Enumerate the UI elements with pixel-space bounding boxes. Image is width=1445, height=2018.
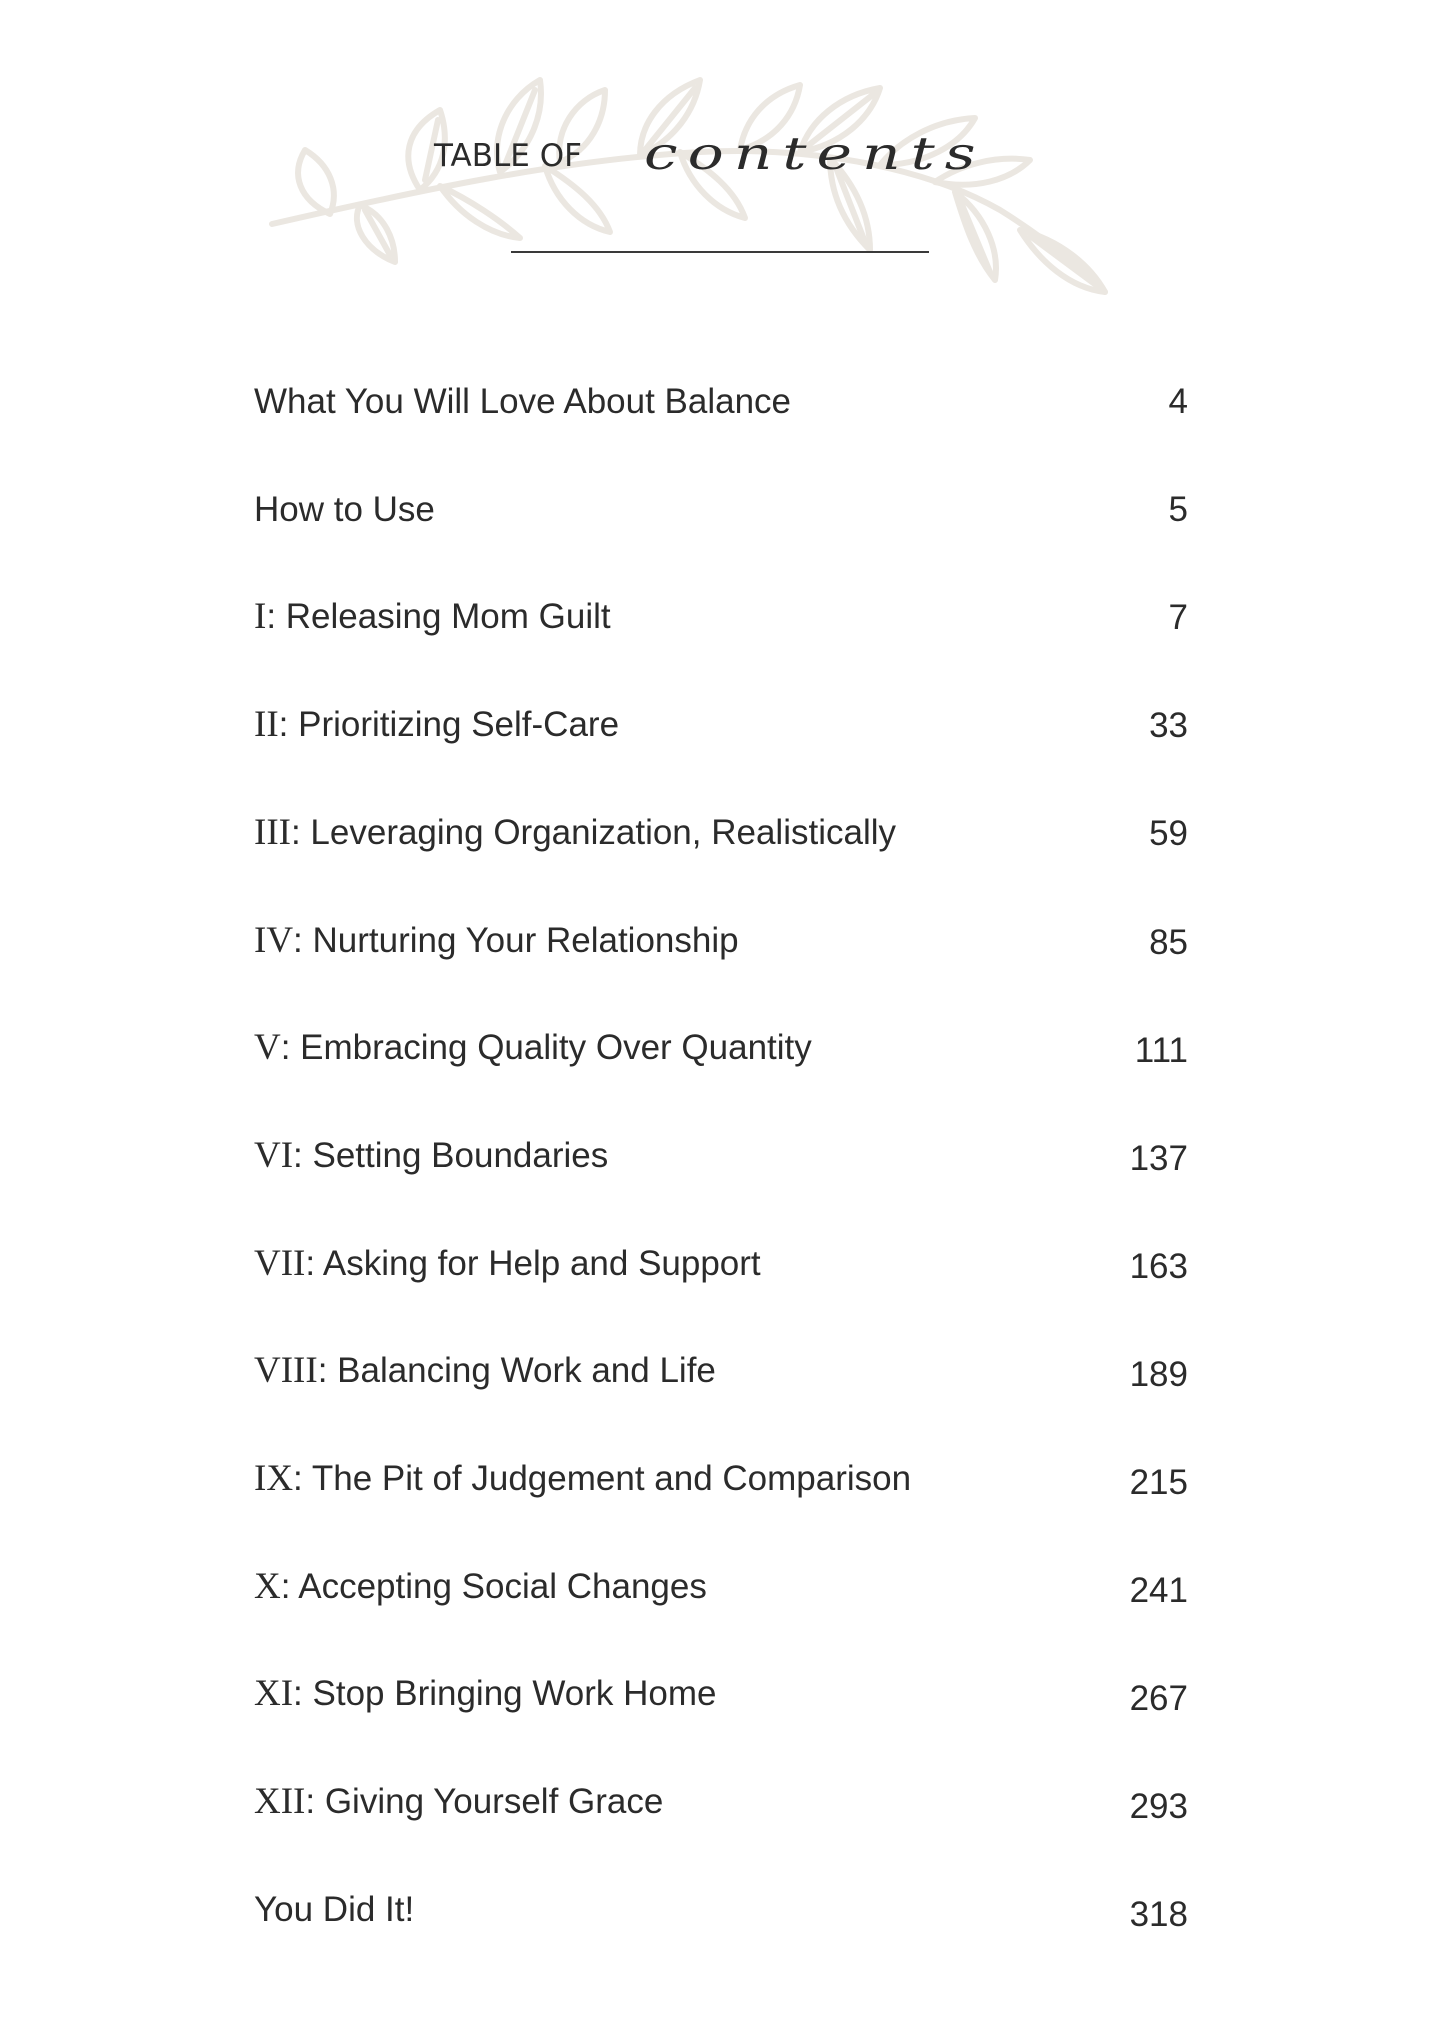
toc-entry-title xyxy=(254,378,791,426)
chapter-numeral: IX xyxy=(254,1458,294,1499)
toc-entry-page-number: 189 xyxy=(1129,1354,1188,1394)
title-divider xyxy=(511,251,929,253)
toc-entry[interactable] xyxy=(254,1347,1188,1395)
toc-entry[interactable] xyxy=(254,1132,1188,1180)
chapter-numeral: XI xyxy=(254,1673,294,1715)
toc-entry-page-number: 137 xyxy=(1129,1138,1188,1178)
toc-entry[interactable] xyxy=(254,917,1188,965)
toc-entry-title xyxy=(254,701,619,749)
chapter-numeral: XII xyxy=(254,1781,306,1823)
toc-entry-page-number: 318 xyxy=(1129,1895,1188,1935)
toc-entry-page-number: 215 xyxy=(1129,1463,1188,1502)
toc-entry-title xyxy=(254,1024,812,1072)
chapter-numeral: VIII xyxy=(254,1350,318,1392)
chapter-numeral: X xyxy=(254,1565,281,1607)
chapter-title: : Prioritizing Self-Care xyxy=(278,705,620,745)
chapter-title: How to Use xyxy=(254,489,435,529)
chapter-title: : Embracing Quality Over Quantity xyxy=(280,1028,812,1068)
chapter-numeral: I xyxy=(254,596,267,638)
page-title-prefix: TABLE OF xyxy=(434,138,582,174)
toc-entry-page-number: 33 xyxy=(1149,706,1188,746)
toc-entry[interactable] xyxy=(254,378,1188,426)
chapter-numeral: V xyxy=(254,1027,281,1069)
chapter-title: : Nurturing Your Relationship xyxy=(293,920,739,960)
toc-entry[interactable] xyxy=(254,701,1188,749)
chapter-title: : Setting Boundaries xyxy=(293,1135,609,1175)
chapter-title: : Asking for Help and Support xyxy=(305,1243,761,1283)
chapter-title: : Releasing Mom Guilt xyxy=(266,597,611,637)
page-title-script: contents xyxy=(644,127,986,180)
chapter-title: : Balancing Work and Life xyxy=(317,1351,716,1391)
toc-entry[interactable] xyxy=(254,1240,1188,1288)
toc-entry-page-number: 5 xyxy=(1168,490,1188,530)
toc-entry[interactable] xyxy=(254,486,1188,534)
chapter-numeral: VII xyxy=(254,1242,306,1284)
toc-entry-title xyxy=(254,917,739,965)
chapter-title: : Accepting Social Changes xyxy=(280,1566,707,1606)
chapter-title: You Did It! xyxy=(254,1889,415,1929)
toc-entry-page-number: 241 xyxy=(1129,1571,1188,1611)
toc-entry[interactable] xyxy=(254,1024,1188,1072)
toc-entry-page-number: 7 xyxy=(1168,598,1188,638)
toc-entry[interactable] xyxy=(254,1455,1188,1503)
toc-entry-title xyxy=(254,1132,608,1180)
toc-entry-title xyxy=(254,486,435,534)
chapter-title: : The Pit of Judgement and Comparison xyxy=(293,1459,912,1498)
toc-entry[interactable] xyxy=(254,809,1188,857)
chapter-title: : Giving Yourself Grace xyxy=(305,1782,664,1822)
toc-entry[interactable] xyxy=(254,1563,1188,1611)
toc-entry[interactable] xyxy=(254,1778,1188,1826)
chapter-title: : Stop Bringing Work Home xyxy=(293,1674,717,1714)
chapter-numeral: IV xyxy=(254,919,294,961)
chapter-title: What You Will Love About Balance xyxy=(254,382,792,421)
chapter-numeral: III xyxy=(254,811,291,853)
chapter-numeral: II xyxy=(254,704,279,746)
toc-entry-title xyxy=(254,1778,663,1826)
toc-entry-title xyxy=(254,1240,761,1288)
toc-entry-page-number: 111 xyxy=(1134,1030,1188,1070)
toc-entry-title xyxy=(254,1455,911,1503)
toc-entry-title xyxy=(254,809,896,857)
toc-entry[interactable] xyxy=(254,1886,1188,1934)
toc-entry-title xyxy=(254,1670,716,1718)
chapter-title: : Leveraging Organization, Realistically xyxy=(290,812,897,852)
toc-entry-title xyxy=(254,1563,707,1611)
toc-entry-page-number: 267 xyxy=(1129,1679,1188,1719)
toc-entry[interactable] xyxy=(254,1670,1188,1718)
toc-entry-page-number: 4 xyxy=(1168,382,1188,421)
toc-entry-page-number: 85 xyxy=(1149,922,1188,962)
toc-entry[interactable] xyxy=(254,593,1188,641)
toc-entry-title xyxy=(254,1347,716,1395)
toc-entry-page-number: 293 xyxy=(1129,1787,1188,1827)
toc-entry-page-number: 163 xyxy=(1129,1246,1188,1286)
chapter-numeral: VI xyxy=(254,1134,294,1176)
toc-entry-title xyxy=(254,593,611,641)
toc-entry-title xyxy=(254,1886,414,1934)
toc-entry-page-number: 59 xyxy=(1149,814,1188,854)
